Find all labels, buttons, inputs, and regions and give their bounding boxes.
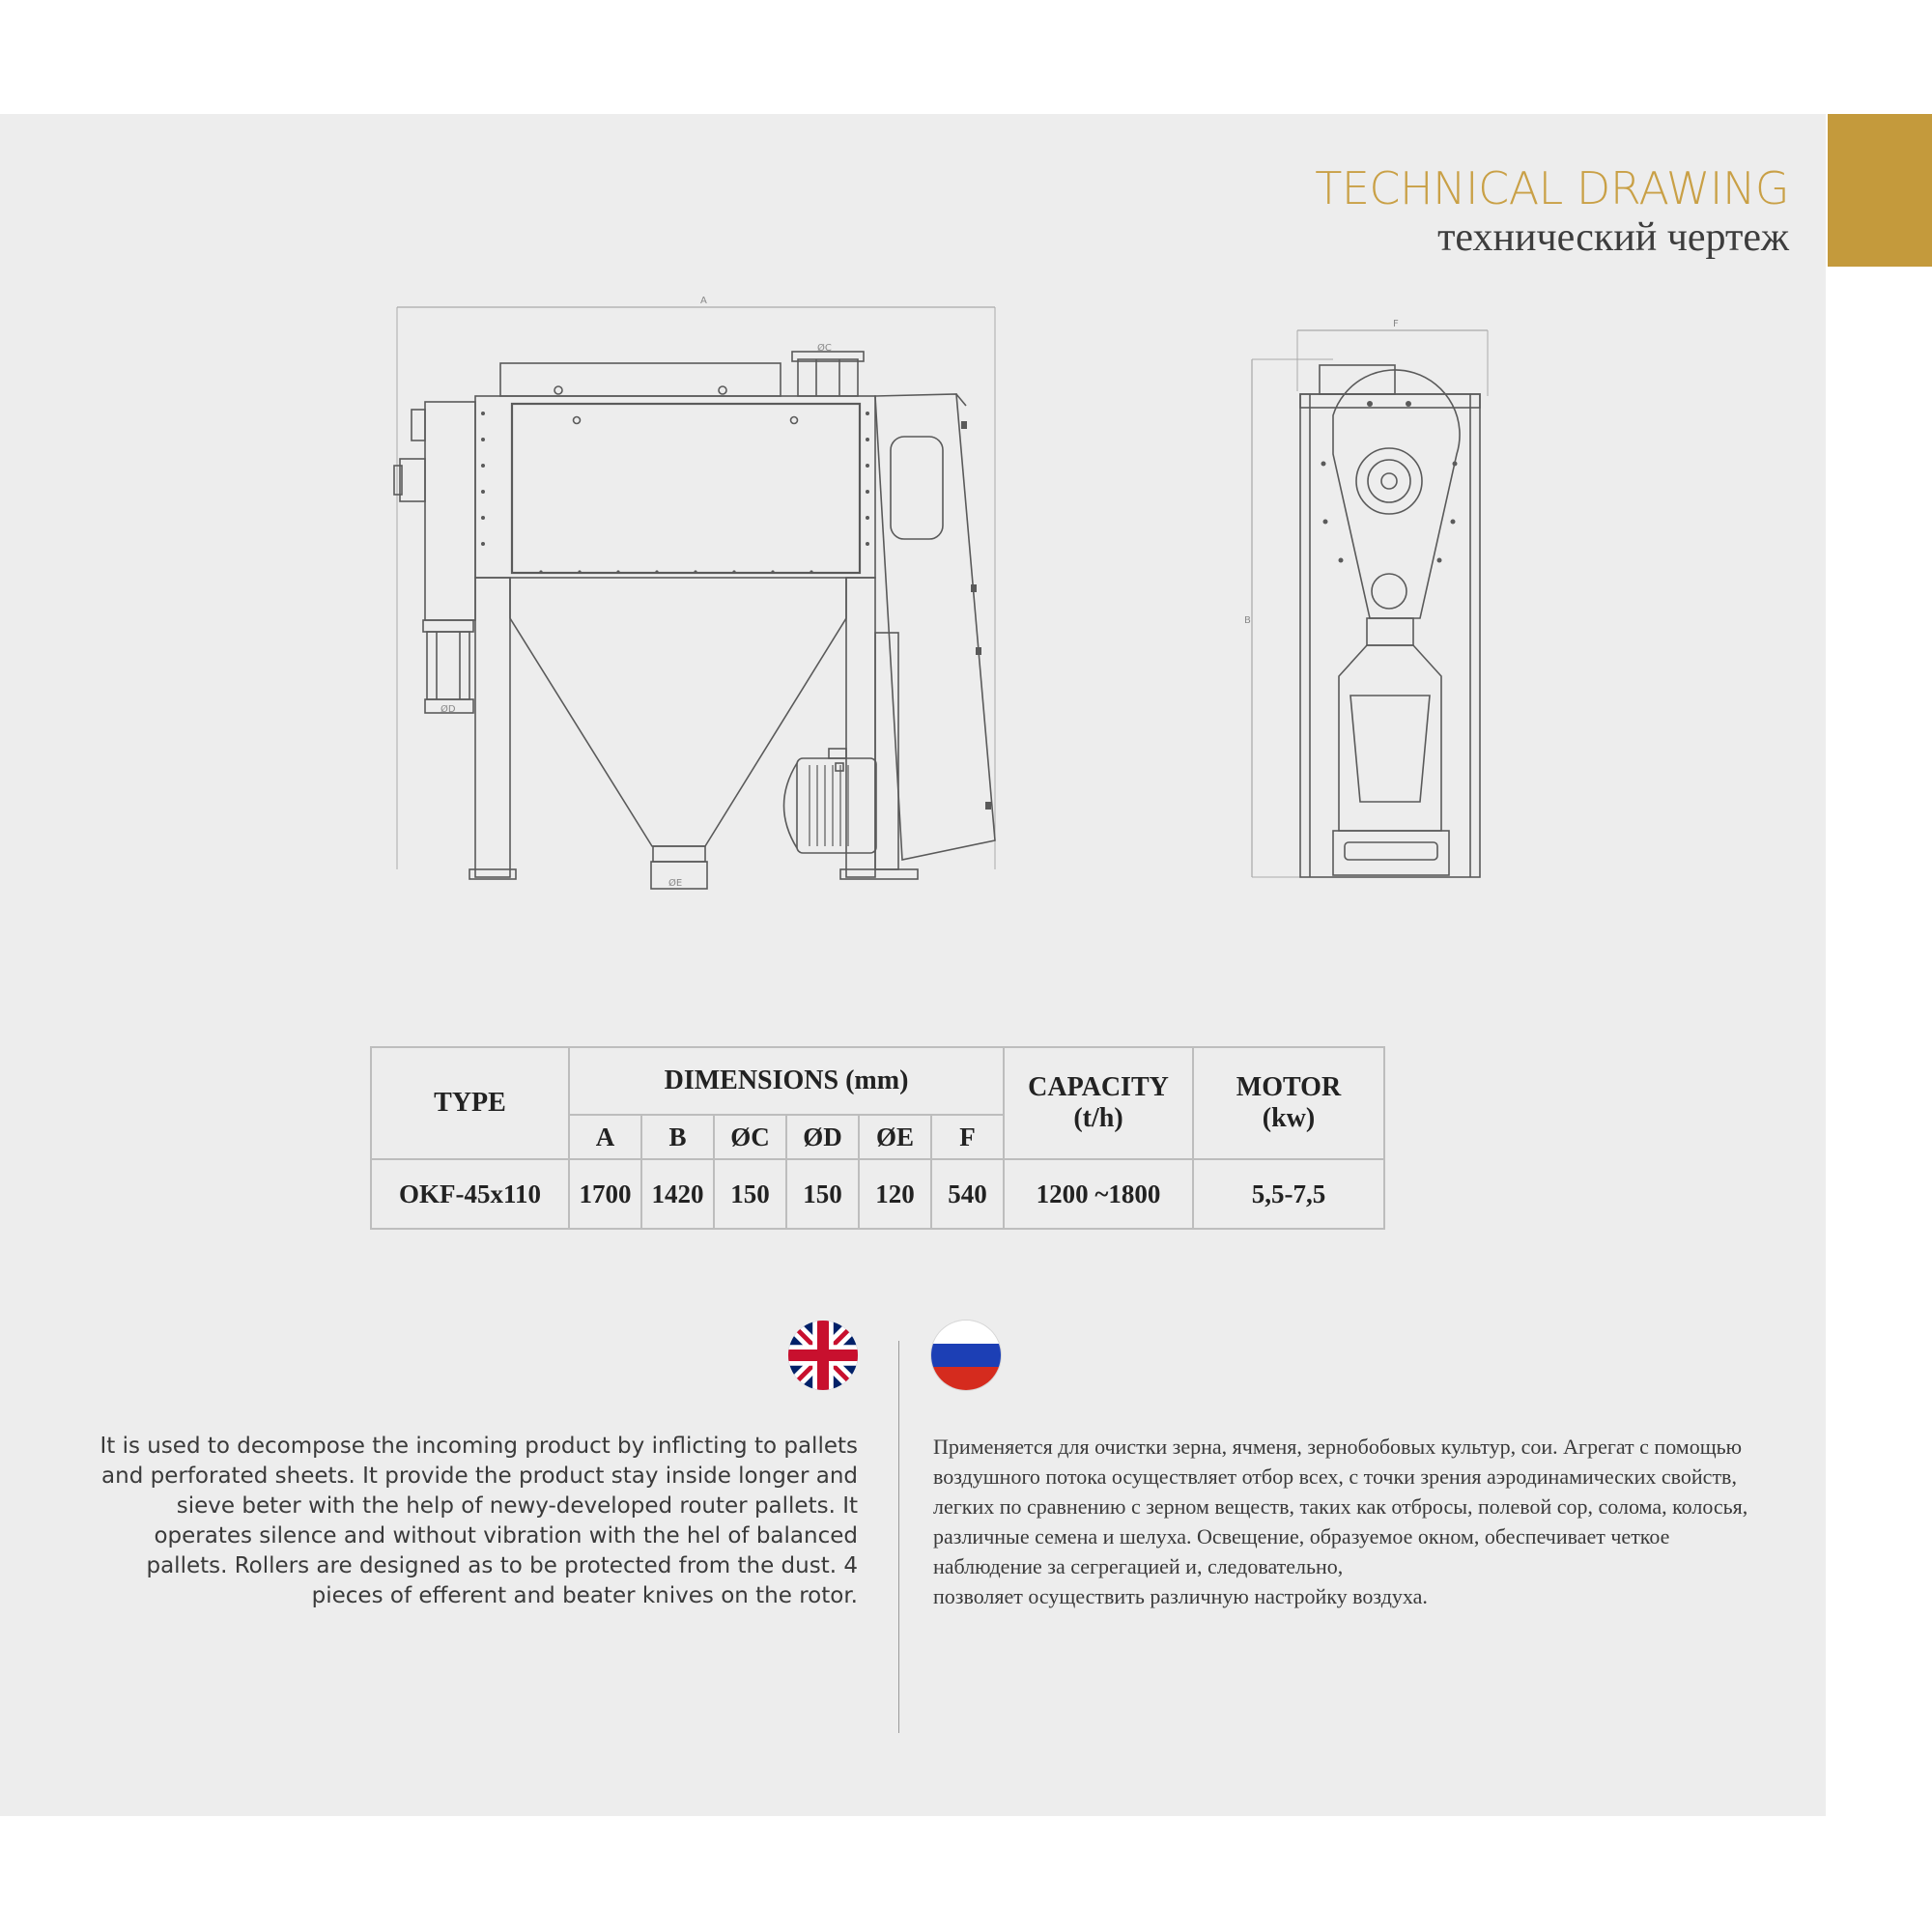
dim-label-f: F — [1393, 319, 1399, 329]
cell-type: OKF-45x110 — [371, 1159, 569, 1229]
motor-unit-label: (kw) — [1262, 1103, 1316, 1133]
cell-d: 150 — [786, 1159, 859, 1229]
dim-label-b: B — [1244, 615, 1251, 626]
russia-flag-icon — [931, 1321, 1001, 1390]
cell-a: 1700 — [569, 1159, 641, 1229]
language-divider — [898, 1341, 899, 1733]
dim-col-c: ØC — [714, 1115, 786, 1159]
description-ru-paragraph: Применяется для очистки зерна, ячменя, зернобобовых культур, сои. Агрегат с помощью воздушного потока осуществляет отбор всех, с точки зрения аэродинамических свойств, легких по сравнению с зерном веществ, таких как отбросы, полевой сор, солома, колосья, различные семена и шелуха. Освещение, образуемое окном, обеспечивает четкое наблюдение за сегрегацией и, следовательно, — [933, 1435, 1748, 1578]
table-row — [371, 1159, 1384, 1229]
cell-c: 150 — [714, 1159, 786, 1229]
page-title-ru: технический чертеж — [1437, 215, 1789, 260]
dim-col-d: ØD — [786, 1115, 859, 1159]
capacity-header — [1004, 1047, 1193, 1159]
description-en: It is used to decompose the incoming product by inflicting to pallets and perforated sheets. It provide the product stay inside longer and sieve beter with the help of newy-developed router pallets. It operates silence and without vibration with the hel of balanced pallets. Rollers are designed as to be protected from the dust. 4 pieces of efferent and beater knives on the rotor. — [99, 1434, 858, 1608]
cell-e: 120 — [859, 1159, 931, 1229]
cell-motor: 5,5-7,5 — [1193, 1159, 1384, 1229]
dimensions-header: DIMENSIONS (mm) — [569, 1047, 1004, 1115]
cell-capacity: 1200 ~1800 — [1004, 1159, 1193, 1229]
front-view-drawing — [394, 296, 995, 889]
uk-flag-icon — [788, 1321, 858, 1390]
capacity-header-label: CAPACITY — [1028, 1072, 1169, 1102]
page-title-en: TECHNICAL DRAWING — [1315, 162, 1789, 214]
description-ru-last-line: позволяет осуществить различную настройку воздуха. — [933, 1584, 1428, 1608]
description-ru — [933, 1432, 1774, 1611]
capacity-unit-label: (t/h) — [1073, 1103, 1123, 1133]
motor-header — [1193, 1047, 1384, 1159]
side-view-drawing — [1244, 319, 1488, 877]
type-header: TYPE — [371, 1047, 569, 1159]
specification-table — [370, 1046, 1385, 1230]
cell-b: 1420 — [641, 1159, 714, 1229]
dim-col-e: ØE — [859, 1115, 931, 1159]
cell-f: 540 — [931, 1159, 1004, 1229]
dim-label-c: ØC — [817, 343, 832, 354]
dim-col-f: F — [931, 1115, 1004, 1159]
dim-label-e: ØE — [668, 878, 683, 889]
dim-label-d: ØD — [440, 704, 456, 715]
dim-label-a: A — [700, 296, 707, 306]
dim-col-a: A — [569, 1115, 641, 1159]
motor-header-label: MOTOR — [1236, 1072, 1342, 1102]
dim-col-b: B — [641, 1115, 714, 1159]
